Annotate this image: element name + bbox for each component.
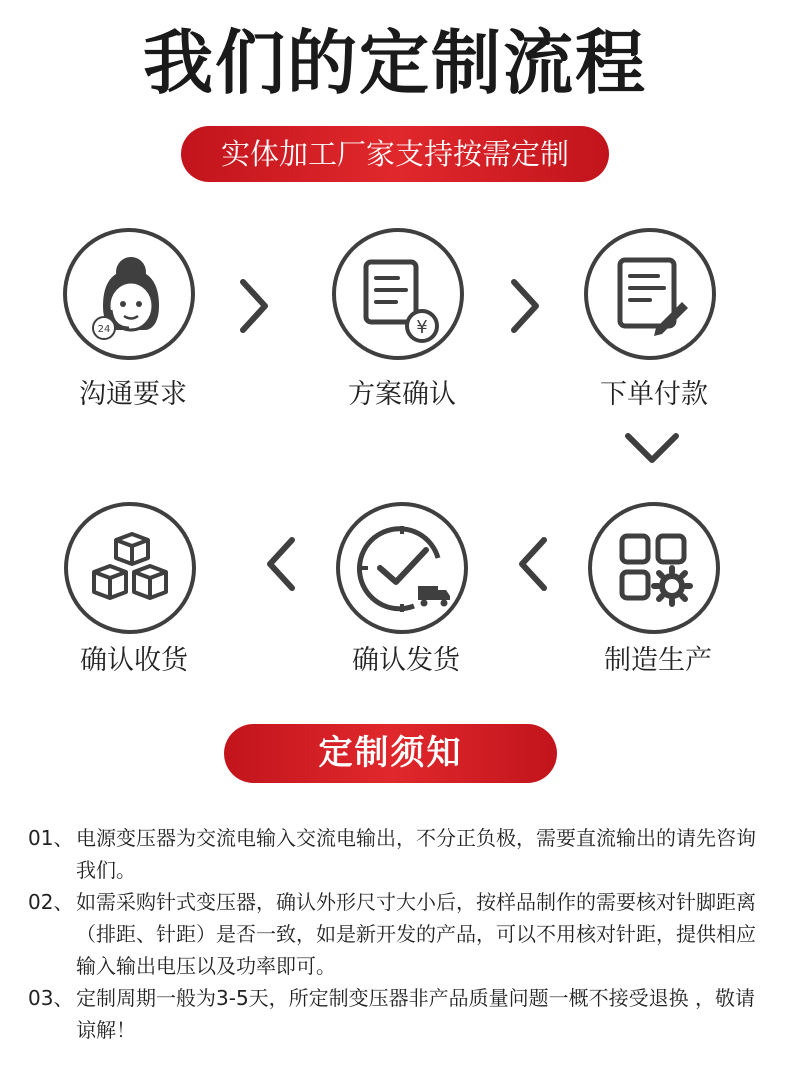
step-ship-confirm: [300, 502, 500, 692]
notice-item-num: 01、: [28, 826, 74, 850]
notice-item-num: 02、: [28, 890, 74, 914]
chevron-right-icon: [508, 276, 542, 336]
step-receive-confirm: [28, 502, 228, 692]
step-label: 下单付款: [600, 379, 708, 410]
step-label: 确认发货: [352, 645, 460, 676]
chevron-down-icon: [624, 430, 680, 466]
notice-item: [28, 822, 768, 886]
notice-title: 定制须知: [224, 724, 557, 783]
step-label: 沟通要求: [79, 379, 187, 410]
step-plan-confirm: [296, 228, 496, 418]
document-yen-icon: [332, 228, 464, 360]
step-label: 制造生产: [604, 645, 712, 676]
step-label: 确认收货: [80, 645, 188, 676]
badge-24: 24: [97, 324, 111, 335]
chevron-right-icon: [237, 276, 271, 336]
notice-item: [28, 886, 768, 982]
chevron-left-icon: [264, 534, 298, 594]
document-edit-icon: [584, 228, 716, 360]
step-order-pay: [548, 228, 748, 418]
grid-gear-icon: [588, 502, 720, 634]
page-title: 我们的定制流程: [143, 22, 647, 104]
customer-service-icon: [63, 228, 195, 360]
notice-item-text: 定制周期一般为3-5天，所定制变压器非产品质量问题一概不接受退换 ，敬请谅解！: [76, 986, 756, 1042]
clock-check-truck-icon: [336, 502, 468, 634]
notice-item: [28, 982, 768, 1046]
boxes-icon: [64, 502, 196, 634]
badge-yen: ¥: [416, 317, 428, 338]
step-manufacture: [552, 502, 752, 692]
chevron-left-icon: [516, 534, 550, 594]
notice-item-num: 03、: [28, 986, 74, 1010]
subtitle-banner: 实体加工厂家支持按需定制: [181, 126, 609, 182]
step-label: 方案确认: [348, 379, 456, 410]
step-communicate: [27, 228, 227, 418]
notice-item-text: 电源变压器为交流电输入交流电输出，不分正负极，需要直流输出的请先咨询我们。: [76, 826, 756, 882]
notice-list: [28, 822, 768, 1046]
notice-item-text: 如需采购针式变压器，确认外形尺寸大小后，按样品制作的需要核对针脚距离（排距、针距）是否一致，如是新开发的产品，可以不用核对针距，提供相应输入输出电压以及功率即可。: [76, 890, 756, 978]
